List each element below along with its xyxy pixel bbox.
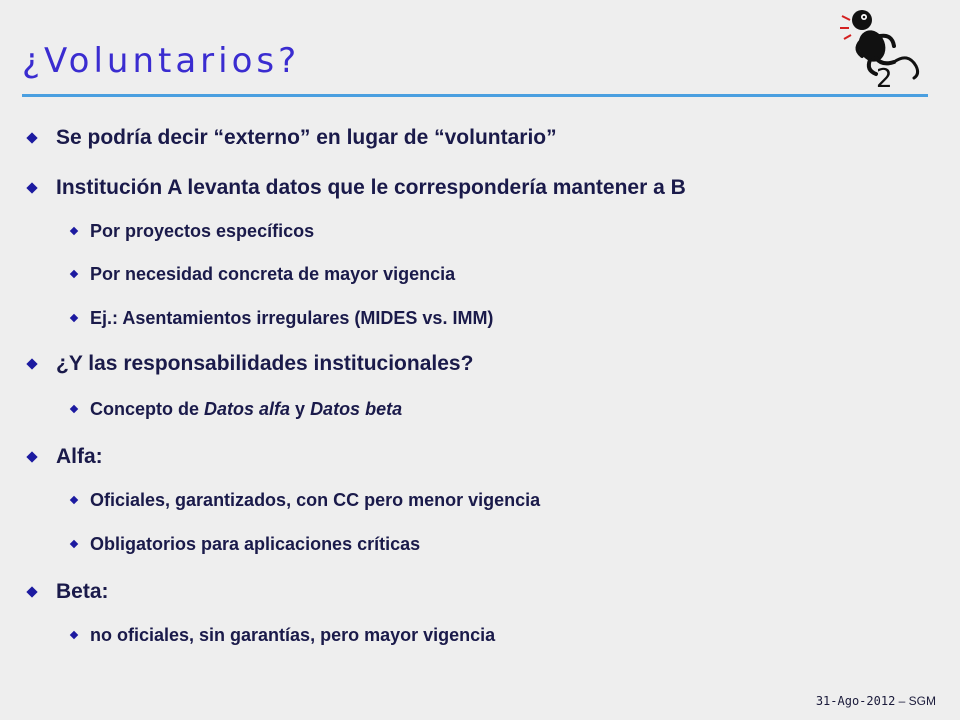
- list-item: [90, 308, 493, 329]
- footer-date: 31-Ago-2012: [815, 694, 896, 708]
- diamond-bullet-icon: [70, 227, 78, 235]
- bullet-text: Por necesidad concreta de mayor vigencia: [90, 264, 456, 284]
- datos-alfa-term: Datos alfa: [204, 399, 291, 419]
- slide-title: ¿Voluntarios?: [22, 41, 301, 81]
- diamond-bullet-icon: [70, 270, 78, 278]
- list-item: [90, 264, 455, 285]
- datos-beta-term: Datos beta: [310, 399, 403, 419]
- bullet-text: Institución A levanta datos que le correspondería mantener a B: [56, 176, 686, 199]
- bullet-text: Alfa:: [56, 445, 103, 468]
- list-item: [90, 399, 402, 420]
- diamond-bullet-icon: [70, 496, 78, 504]
- list-item: [56, 176, 686, 200]
- diamond-bullet-icon: [70, 405, 78, 413]
- bullet-text: Se podría decir “externo” en lugar de “voluntario”: [56, 126, 557, 149]
- list-item: [56, 352, 473, 376]
- footer-separator: –: [895, 694, 909, 708]
- footer-author: SGM: [908, 694, 936, 708]
- list-item: [56, 445, 103, 469]
- bullet-text: no oficiales, sin garantías, pero mayor vigencia: [90, 625, 496, 645]
- bullet-text: Oficiales, garantizados, con CC pero menor vigencia: [90, 490, 541, 510]
- bullet-text: Por proyectos específicos: [90, 221, 315, 241]
- list-item: [56, 580, 109, 604]
- bullet-text: Ej.: Asentamientos irregulares (MIDES vs. IMM): [90, 308, 494, 328]
- diamond-bullet-icon: [70, 631, 78, 639]
- logo-digit: 2: [876, 64, 893, 94]
- bullet-text: Concepto de Datos alfa y Datos beta: [90, 399, 403, 419]
- list-item: [90, 534, 420, 555]
- bullet-text: ¿Y las responsabilidades institucionales?: [56, 352, 474, 375]
- list-item: [90, 221, 314, 242]
- diamond-bullet-icon: [26, 358, 37, 369]
- list-item: [90, 490, 540, 511]
- diamond-bullet-icon: [70, 314, 78, 322]
- bullet-text: Obligatorios para aplicaciones críticas: [90, 534, 421, 554]
- list-item: [56, 126, 557, 150]
- diamond-bullet-icon: [26, 451, 37, 462]
- list-item: [90, 625, 495, 646]
- bullet-text: Beta:: [56, 580, 109, 603]
- diamond-bullet-icon: [70, 540, 78, 548]
- diamond-bullet-icon: [26, 132, 37, 143]
- diamond-bullet-icon: [26, 182, 37, 193]
- diamond-bullet-icon: [26, 586, 37, 597]
- slide-footer: [816, 694, 936, 708]
